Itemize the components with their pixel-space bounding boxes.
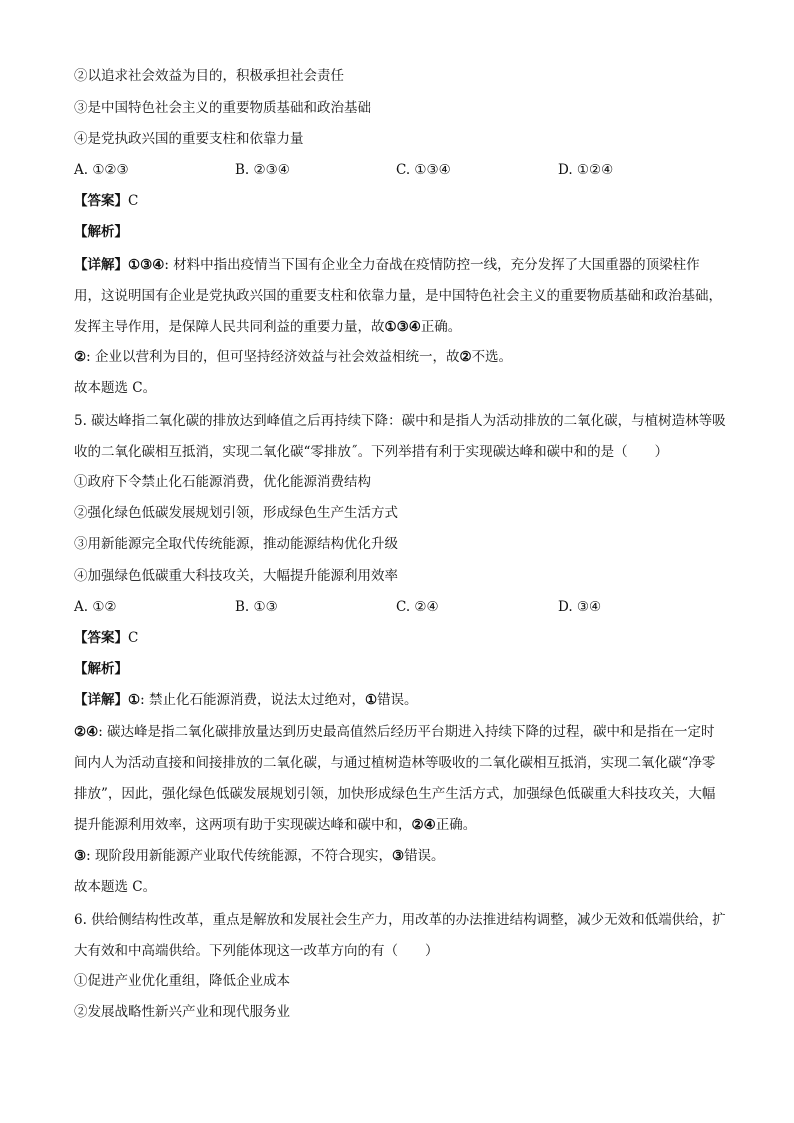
q5-item-1: ①政府下令禁止化石能源消费，优化能源消费结构 <box>74 474 371 490</box>
q5-detail-3 <box>74 846 445 866</box>
q5-stem: 5. 碳达峰指二氧化碳的排放达到峰值之后再持续下降：碳中和是指人为活动排放的二氧化碳，与植树造林等吸收的二氧化碳相互抵消，实现二氧化碳“零排放˝。下列举措有利于实现碳达峰和碳中和的是（ ） <box>74 413 726 460</box>
q5-option-a: A. ①② <box>74 599 117 615</box>
answer-value: C <box>128 630 139 646</box>
q5-detail-2 <box>74 717 726 841</box>
q4-item-3: ③是中国特色社会主义的重要物质基础和政治基础 <box>74 100 371 116</box>
q5-option-c: C. ②④ <box>396 599 439 615</box>
q5-answer <box>74 628 138 648</box>
answer-value: C <box>128 193 139 209</box>
note-end: 不选。 <box>471 349 513 365</box>
answer-label: 【答案】 <box>74 193 128 209</box>
detail-end: 错误。 <box>404 848 445 864</box>
answer-label: 【答案】 <box>74 630 128 646</box>
note-text: : 企业以营利为目的，但可坚持经济效益与社会效益相统一，故 <box>86 349 460 365</box>
q5-item-2: ②强化绿色低碳发展规划引领，形成绿色生产生活方式 <box>74 505 398 521</box>
detail-end: 正确。 <box>435 817 477 833</box>
detail-mark-2: ②④ <box>411 817 436 833</box>
note-mark-2: ② <box>459 349 472 365</box>
detail-marks: ①③④ <box>128 257 165 273</box>
detail-label: 【详解】 <box>74 257 128 273</box>
q5-item-4: ④加强绿色低碳重大科技攻关，大幅提升能源利用效率 <box>74 568 398 584</box>
detail-mark-2: ③ <box>391 848 405 864</box>
q5-detail-1 <box>74 690 418 710</box>
detail-mark: ②④ <box>74 724 99 740</box>
q4-option-c: C. ①③④ <box>396 162 451 178</box>
detail-text: : 禁止化石能源消费，说法太过绝对， <box>140 692 365 708</box>
detail-end: 错误。 <box>377 692 418 708</box>
q5-conclusion: 故本题选 C。 <box>74 879 157 895</box>
q6-item-1: ①促进产业优化重组，降低企业成本 <box>74 973 290 989</box>
detail-marks-2: ①③④ <box>384 319 421 335</box>
q4-option-d: D. ①②④ <box>558 162 614 178</box>
q4-note-2 <box>74 347 512 367</box>
q6-stem: 6. 供给侧结构性改革，重点是解放和发展社会生产力，用改革的办法推进结构调整，减少无效和低端供给，扩大有效和中高端供给。下列能体现这一改革方向的有（ ） <box>74 912 726 959</box>
q5-option-d: D. ③④ <box>558 599 602 615</box>
detail-mark: ③ <box>74 848 87 864</box>
q4-detail <box>74 250 726 343</box>
detail-label: 【详解】 <box>74 692 128 708</box>
q5-options <box>74 597 726 617</box>
q4-conclusion: 故本题选 C。 <box>74 380 157 396</box>
detail-mark: ① <box>128 692 141 708</box>
detail-text: : 碳达峰是指二氧化碳排放量达到历史最高值然后经历平台期进入持续下降的过程，碳中和是指在一定时间内人为活动直接和间接排放的二氧化碳，与通过植树造林等吸收的二氧化碳相互抵消，实现二氧化碳“净零排放”，因此，强化绿色低碳发展规划引领，加快形成绿色生产生活方式，加强绿色低碳重大科技攻关，大幅提升能源利用效率，这两项有助于实现碳达峰和碳中和， <box>74 724 716 833</box>
detail-end: 正确。 <box>420 319 462 335</box>
q5-item-3: ③用新能源完全取代传统能源，推动能源结构优化升级 <box>74 536 398 552</box>
q4-answer <box>74 191 138 211</box>
detail-mark-2: ① <box>364 692 378 708</box>
q4-options <box>74 160 726 180</box>
detail-text: : 现阶段用新能源产业取代传统能源，不符合现实， <box>86 848 392 864</box>
q4-item-2: ②以追求社会效益为目的，积极承担社会责任 <box>74 68 344 84</box>
q4-option-b: B. ②③④ <box>235 162 290 178</box>
q4-item-4: ④是党执政兴国的重要支柱和依靠力量 <box>74 131 304 147</box>
q6-item-2: ②发展战略性新兴产业和现代服务业 <box>74 1004 290 1020</box>
detail-text: : 材料中指出疫情当下国有企业全力奋战在疫情防控一线，充分发挥了大国重器的顶梁柱作用，这说明国有企业是党执政兴国的重要支柱和依靠力量，是中国特色社会主义的重要物质基础和政治基础，发挥主导作用，是保障人民共同利益的重要力量，故 <box>74 257 722 335</box>
q4-analysis-label: 【解析】 <box>74 224 128 240</box>
q5-analysis-label: 【解析】 <box>74 661 128 677</box>
q5-option-b: B. ①③ <box>235 599 278 615</box>
q4-option-a: A. ①②③ <box>74 162 129 178</box>
note-mark: ② <box>74 349 87 365</box>
